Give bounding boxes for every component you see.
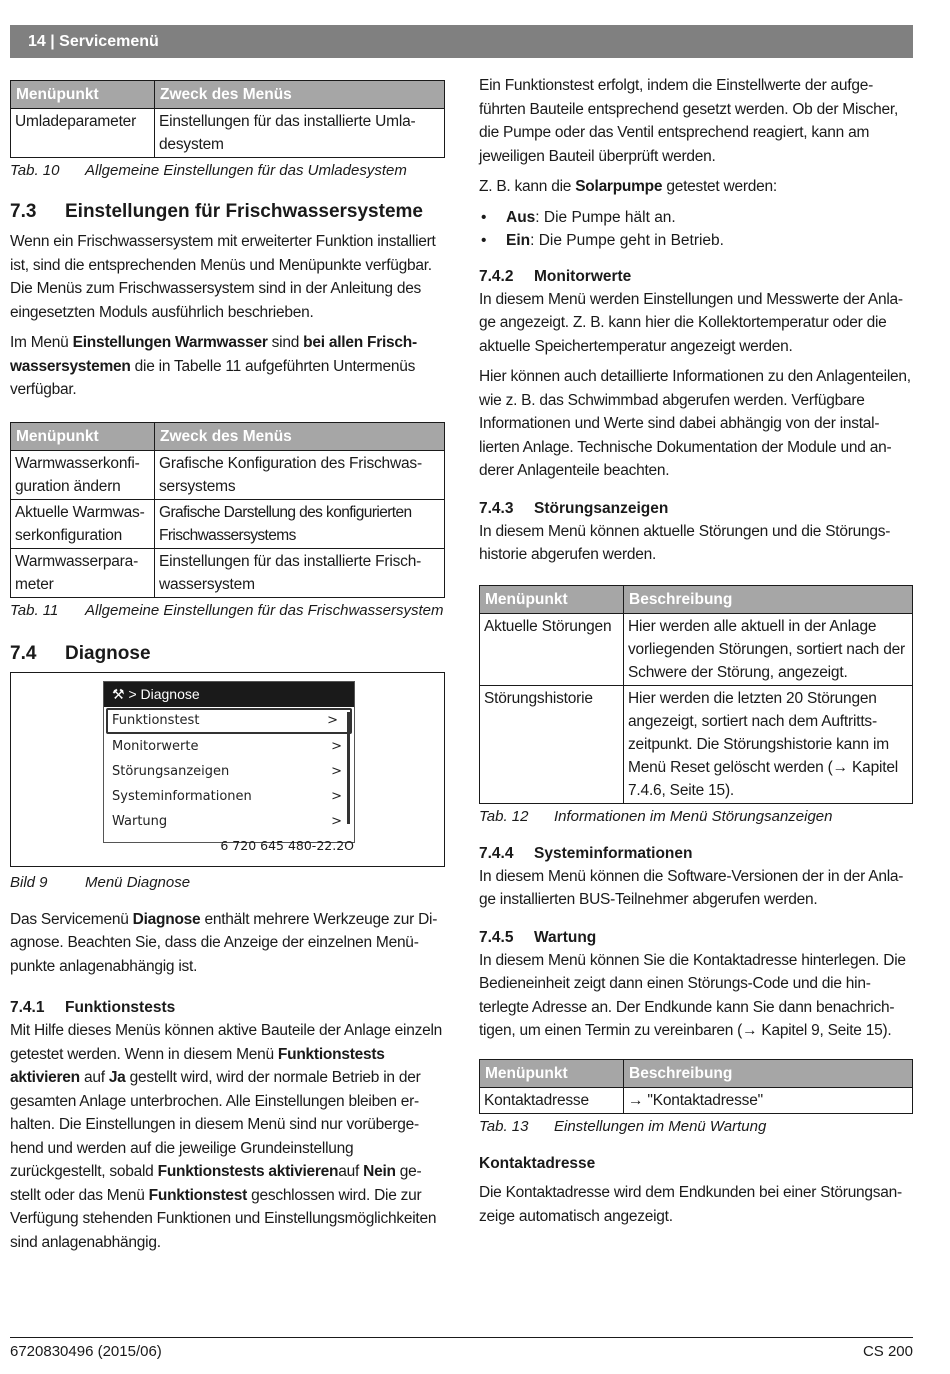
menu-item-stoerungsanzeigen[interactable] <box>104 759 354 784</box>
paragraph <box>10 1019 445 1254</box>
section-heading <box>10 642 445 666</box>
text-run: : Die Pumpe hält an. <box>535 208 676 226</box>
bold-text: Aus <box>506 208 536 226</box>
table-cell: → "Kontaktadresse" <box>624 1087 913 1113</box>
table-cell: Warmwasserparameter <box>11 548 155 597</box>
footer-doc-number: 6720830496 (2015/06) <box>10 1343 162 1360</box>
table-header-cell: Beschreibung <box>624 585 913 613</box>
table-header-cell: Menüpunkt <box>11 422 155 450</box>
caption-number: Bild 9 <box>10 873 48 891</box>
text-run: die in Tabelle 11 aufgeführten Untermenüs verfügbar. <box>10 357 416 398</box>
table-cell: Hier werden die letzten 20 Störungen angezeigt, sortiert nach dem Auftrittszeitpunkt. Die Störungshistorie kann im Menü Reset gelöscht werden (→ Kapitel 7.4.6, Seite 15). <box>624 685 913 803</box>
table-cell: Umladeparameter <box>11 109 155 158</box>
table-row <box>11 450 445 499</box>
subsection-heading <box>479 265 913 288</box>
subsection-heading <box>10 996 445 1019</box>
caption-text: Allgemeine Einstellungen für das Umladesystem <box>85 162 407 179</box>
table-row <box>480 613 913 685</box>
section-number: 7.4 <box>10 642 37 664</box>
paragraph <box>479 175 913 199</box>
bold-text: Funktionstests aktivieren <box>10 1045 385 1086</box>
text-run: gestellt wird, wird der normale Betrieb in der gesamten Anlage unterbrochen. Alle Einstellungen bleiben erhalten. Die Einstellungen in diesem Menü sind nur vorübergehend und werden auf die jeweilige Grundeinstellung zurückgestellt, sobald <box>10 1069 421 1180</box>
table-caption <box>479 805 913 828</box>
paragraph: Die Kontaktadresse wird dem Endkunden bei einer Störungsanzeige automatisch angezeigt. <box>479 1184 903 1225</box>
section-number: 7.4.2 <box>479 267 514 285</box>
figure-caption <box>10 871 445 894</box>
table-row <box>11 548 445 597</box>
chevron-right-icon: > <box>327 712 338 728</box>
table-cell: Kontaktadresse <box>480 1087 624 1113</box>
table-caption <box>10 159 445 182</box>
paragraph: Wenn ein Frischwassersystem mit erweiterter Funktion installiert ist, sind die entsprechenden Menüs und Menüpunkte verfügbar. Die Menüs zum Frischwassersystem sind in der Anleitung des eingesetzten Moduls ausführlich beschrieben. <box>10 233 436 321</box>
bold-text: Solarpumpe <box>575 178 663 195</box>
scrollbar[interactable] <box>347 712 350 824</box>
menu-item-systeminformationen[interactable] <box>104 784 354 809</box>
table-cell: Hier werden alle aktuell in der Anlage vorliegenden Störungen, sortiert nach der Schwere der Störung, angezeigt. <box>624 613 913 685</box>
section-title: Wartung <box>534 928 597 946</box>
table-12 <box>479 585 913 804</box>
section-title: Monitorwerte <box>534 267 632 285</box>
text-run: Z. B. kann die <box>479 178 576 195</box>
text-run: getestet werden: <box>662 178 777 195</box>
subheading: Kontaktadresse <box>479 1154 596 1172</box>
subsection-heading <box>479 497 913 520</box>
menu-item-label: Wartung <box>112 813 168 829</box>
chevron-right-icon: > <box>331 813 342 829</box>
table-cell: Einstellungen für das installierte Umladesystem <box>155 109 445 158</box>
text-run: geschlossen wird. Die zur Verfügung stehenden Funktionen und Einstellungsmöglichkeiten sind anlagenabhängig. <box>10 1186 437 1251</box>
caption-text: Einstellungen im Menü Wartung <box>554 1117 767 1135</box>
menu-item-wartung[interactable] <box>104 809 354 834</box>
caption-number: Tab. 11 <box>10 601 59 619</box>
table-cell: Aktuelle Störungen <box>480 613 624 685</box>
section-number: 7.4.5 <box>479 928 514 946</box>
bold-text: Nein <box>363 1163 396 1180</box>
text-run: auf <box>79 1069 109 1086</box>
bold-text: Funktionstest <box>148 1186 248 1204</box>
bold-text: bei allen Frischwassersystemen <box>10 334 418 375</box>
table-header-row <box>11 81 445 109</box>
display-screen <box>103 681 355 843</box>
table-header-cell: Menüpunkt <box>11 81 155 109</box>
section-heading <box>10 200 445 224</box>
bold-text: Ein <box>506 232 531 249</box>
table-cell: Grafische Darstellung des konfigurierten Frischwassersystems <box>155 499 445 548</box>
section-title: Einstellungen für Frischwassersysteme <box>65 201 423 222</box>
table-13 <box>479 1059 913 1114</box>
table-cell: Störungshistorie <box>480 685 624 803</box>
chevron-right-icon: > <box>331 763 342 779</box>
table-cell: Aktuelle Warmwasserkonfiguration <box>11 499 155 548</box>
section-number: 7.4.4 <box>479 844 514 862</box>
section-title: Systeminformationen <box>534 844 693 862</box>
caption-number: Tab. 12 <box>479 807 529 825</box>
subsection-heading <box>479 842 913 865</box>
section-title: Funktionstests <box>65 999 176 1016</box>
paragraph <box>10 908 445 979</box>
table-header-row <box>480 585 913 613</box>
text-run: Mit Hilfe dieses Menüs können aktive Bauteile der Anlage einzeln getestet werden. Wenn in diesem Menü <box>10 1022 443 1063</box>
footer-divider <box>10 1337 913 1338</box>
list-item <box>479 229 913 253</box>
right-column <box>479 77 913 1235</box>
text-run: Im Menü <box>10 334 73 351</box>
table-row <box>11 109 445 158</box>
section-title: Diagnose <box>65 642 151 664</box>
section-number: 7.4.1 <box>10 999 45 1016</box>
screen-title-bar <box>104 682 354 707</box>
paragraph <box>10 331 445 402</box>
page-header <box>10 25 913 58</box>
text-run: enthält mehrere Werkzeuge zur Diagnose. Beachten Sie, dass die Anzeige der einzelnen Menüpunkte anlagenabhängig ist. <box>10 910 438 975</box>
left-column <box>10 80 445 1261</box>
text-run: : Die Pumpe geht in Betrieb. <box>530 232 724 249</box>
bold-text: Ja <box>108 1069 126 1086</box>
chevron-right-icon: > <box>331 788 342 804</box>
table-row <box>480 1087 913 1113</box>
table-row <box>480 685 913 803</box>
table-header-row <box>11 422 445 450</box>
paragraph: Ein Funktionstest erfolgt, indem die Einstellwerte der aufgeführten Bauteile entsprechend gesetzt werden. Ob der Mischer, die Pumpe oder das Ventil entsprechend reagiert, kann am jeweiligen Bauteil überprüft werden. <box>479 77 898 165</box>
caption-text: Menü Diagnose <box>85 873 191 891</box>
diagnose-menu-figure <box>10 672 445 867</box>
paragraph: In diesem Menü können die Software-Versionen der in der Anlage installierten BUS-Teilnehmer abgerufen werden. <box>479 867 904 908</box>
table-row <box>11 499 445 548</box>
caption-number: Tab. 13 <box>479 1117 529 1135</box>
text-run: Das Servicemenü <box>10 910 133 928</box>
table-cell: Einstellungen für das installierte Frischwassersystem <box>155 548 445 597</box>
table-header-cell: Menüpunkt <box>480 585 624 613</box>
chevron-right-icon: > <box>331 738 342 754</box>
table-cell: Grafische Konfiguration des Frischwassersystems <box>155 450 445 499</box>
wrench-icon: ⚒ <box>112 685 125 702</box>
table-10 <box>10 80 445 158</box>
text-run: auf <box>338 1163 364 1180</box>
menu-item-label: Störungsanzeigen <box>112 763 230 779</box>
menu-item-label: Monitorwerte <box>112 738 199 754</box>
page-header-title: 14 | Servicemenü <box>28 33 159 50</box>
list-item <box>479 206 913 230</box>
table-11 <box>10 422 445 598</box>
figure-id: 6 720 645 480-22.2O <box>220 838 354 853</box>
footer-product: CS 200 <box>862 1343 913 1360</box>
section-title: Störungsanzeigen <box>534 499 669 517</box>
table-caption <box>479 1115 913 1138</box>
bullet-list <box>479 206 913 253</box>
section-number: 7.4.3 <box>479 499 514 517</box>
text-run: gestellt oder das Menü <box>10 1163 422 1204</box>
paragraph: Hier können auch detaillierte Informationen zu den Anlagenteilen, wie z. B. das Schwimmbad abgerufen werden. Verfügbare Informationen und Werte sind dabei abhängig von der installierten Anlage. Technische Dokumentation der Module und anderer Anlagenteile beachten. <box>479 368 911 479</box>
paragraph: In diesem Menü können Sie die Kontaktadresse hinterlegen. Die Bedieneinheit zeigt dann einen Störungs-Code und die hinterlegte Adresse an. Der Endkunde kann Sie dann benachrichtigen, um einen Termin zu vereinbaren (→ Kapitel 9, Seite 15). <box>479 951 906 1039</box>
caption-number: Tab. 10 <box>10 162 60 179</box>
bold-text: Diagnose <box>132 910 201 928</box>
menu-item-funktionstest[interactable] <box>106 708 352 734</box>
table-header-cell: Zweck des Menüs <box>155 81 445 109</box>
caption-text: Informationen im Menü Störungsanzeigen <box>554 807 833 825</box>
table-caption <box>10 599 445 622</box>
caption-text: Allgemeine Einstellungen für das Frischwassersystem <box>85 601 444 619</box>
bold-text: Einstellungen Warmwasser <box>72 334 268 351</box>
paragraph: In diesem Menü können aktuelle Störungen und die Störungshistorie abgerufen werden. <box>479 522 891 563</box>
subsection-heading <box>479 926 913 949</box>
text-run: sind <box>267 334 304 351</box>
paragraph: In diesem Menü werden Einstellungen und Messwerte der Anlage angezeigt. Z. B. kann hier die Kollektortemperatur oder die aktuelle Speichertemperatur angezeigt werden. <box>479 290 904 355</box>
menu-item-monitorwerte[interactable] <box>104 734 354 759</box>
screen-title: > Diagnose <box>128 685 200 702</box>
table-header-cell: Beschreibung <box>624 1059 913 1087</box>
table-header-row <box>480 1059 913 1087</box>
table-header-cell: Zweck des Menüs <box>155 422 445 450</box>
menu-item-label: Funktionstest <box>112 712 200 728</box>
menu-item-label: Systeminformationen <box>112 788 252 804</box>
bold-text: Funktionstests aktivieren <box>157 1163 339 1180</box>
table-header-cell: Menüpunkt <box>480 1059 624 1087</box>
section-number: 7.3 <box>10 201 37 222</box>
table-cell: Warmwasserkonfiguration ändern <box>11 450 155 499</box>
